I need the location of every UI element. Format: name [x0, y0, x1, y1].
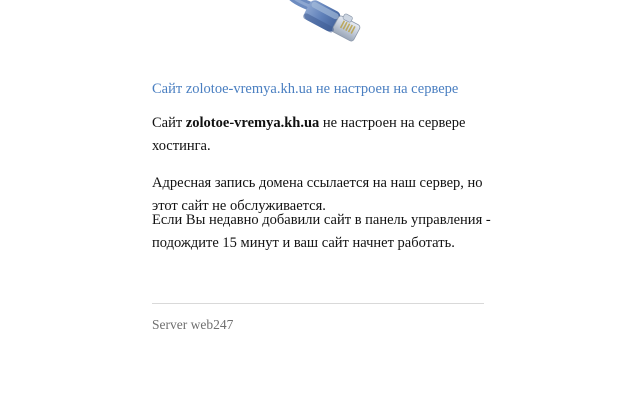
- cable-image-container: [0, 0, 640, 72]
- message-primary: [152, 112, 492, 159]
- footer-divider: [152, 303, 484, 304]
- server-label: Server web247: [152, 317, 234, 332]
- message-dns: Адресная запись домена ссылается на наш сервер, но этот сайт не обслуживается.: [152, 175, 483, 215]
- message-wait: Если Вы недавно добавили сайт в панель управления - подождите 15 минут и ваш сайт начнет работать.: [152, 212, 491, 252]
- ethernet-cable-icon: [274, 0, 384, 65]
- message-prefix: Сайт: [152, 115, 186, 131]
- message-line2: хостинга.: [152, 138, 211, 155]
- domain-name: zolotoe-vremya.kh.ua: [185, 115, 320, 131]
- page-title: Сайт zolotoe-vremya.kh.ua не настроен на сервере: [152, 81, 459, 97]
- message-suffix: не настроен на сервере: [319, 115, 466, 131]
